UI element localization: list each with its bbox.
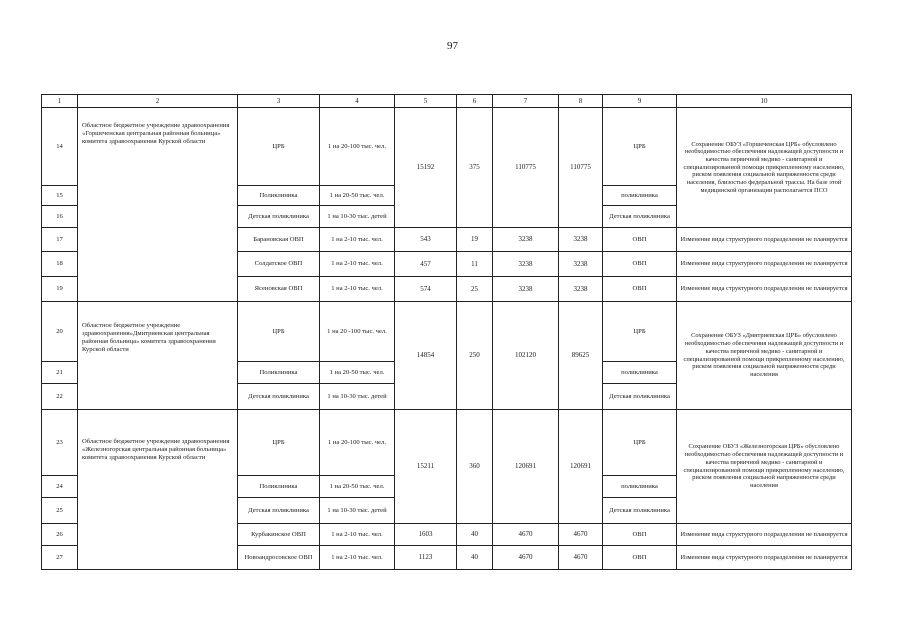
target-unit: ОВП bbox=[603, 277, 677, 302]
table-row bbox=[42, 108, 852, 186]
value-col5: 457 bbox=[395, 252, 457, 277]
row-number: 15 bbox=[42, 186, 78, 206]
value-col8: 3238 bbox=[559, 252, 603, 277]
organization-name: Областное бюджетное учреждение здравоохранения»Дмитриевская центральная районная больница» комитета здравоохранения Курской области bbox=[78, 302, 238, 410]
document-table bbox=[41, 94, 852, 570]
table-header-row bbox=[42, 95, 852, 108]
norm: 1 на 2-10 тыс. чел. bbox=[320, 524, 395, 546]
row-number: 26 bbox=[42, 524, 78, 546]
col-header: 7 bbox=[493, 95, 559, 108]
target-unit: ЦРБ bbox=[603, 302, 677, 362]
value-col7: 3238 bbox=[493, 277, 559, 302]
justification-note: Сохранение ОБУЗ «Горшеченская ЦРБ» обусловлено необходимостью обеспечения надлежащей доступности и качества первичной медико - санитарной и специализированной помощи прикрепленному населению, риском появления социальной напряженности среди населения, близостью федеральной трассы. На базе этой медицинской организации располагается ПСО bbox=[677, 108, 852, 228]
justification-note: Изменение вида структурного подразделения не планируется bbox=[677, 228, 852, 252]
value-col5: 543 bbox=[395, 228, 457, 252]
value-col6: 40 bbox=[457, 546, 493, 570]
target-unit: Детская поликлиника bbox=[603, 498, 677, 524]
row-number: 14 bbox=[42, 108, 78, 186]
norm: 1 на 20-50 тыс. чел. bbox=[320, 476, 395, 498]
target-unit: ЦРБ bbox=[603, 108, 677, 186]
unit-type: Детская поликлиника bbox=[238, 498, 320, 524]
norm: 1 на 20-100 тыс. чел. bbox=[320, 410, 395, 476]
target-unit: ОВП bbox=[603, 228, 677, 252]
value-col7: 4670 bbox=[493, 546, 559, 570]
col-header: 8 bbox=[559, 95, 603, 108]
unit-type: ЦРБ bbox=[238, 108, 320, 186]
col-header: 9 bbox=[603, 95, 677, 108]
unit-type: Детская поликлиника bbox=[238, 206, 320, 228]
row-number: 17 bbox=[42, 228, 78, 252]
justification-note: Сохранение ОБУЗ «Железногорская ЦРБ» обусловлено необходимостью обеспечения надлежащей доступности и качества первичной медико - санитарной и специализированной помощи прикрепленному населению, риском появления социальной напряженности среди населения bbox=[677, 410, 852, 524]
target-unit: Детская поликлиника bbox=[603, 206, 677, 228]
target-unit: ОВП bbox=[603, 546, 677, 570]
organization-name: Областное бюджетное учреждение здравоохранения «Горшеченская центральная районная больница» комитета здравоохранения Курской области bbox=[78, 108, 238, 302]
table-row bbox=[42, 302, 852, 362]
justification-note: Изменение вида структурного подразделения не планируется bbox=[677, 546, 852, 570]
value-col7: 110775 bbox=[493, 108, 559, 228]
value-col8: 120691 bbox=[559, 410, 603, 524]
value-col5: 1603 bbox=[395, 524, 457, 546]
norm: 1 на 20 -100 тыс. чел. bbox=[320, 302, 395, 362]
row-number: 21 bbox=[42, 362, 78, 384]
norm: 1 на 10-30 тыс. детей bbox=[320, 384, 395, 410]
unit-type: Детская поликлиника bbox=[238, 384, 320, 410]
norm: 1 на 2-10 тыс. чел. bbox=[320, 546, 395, 570]
value-col6: 375 bbox=[457, 108, 493, 228]
value-col6: 360 bbox=[457, 410, 493, 524]
value-col7: 3238 bbox=[493, 228, 559, 252]
col-header: 1 bbox=[42, 95, 78, 108]
row-number: 20 bbox=[42, 302, 78, 362]
justification-note: Сохранение ОБУЗ «Дмитриевская ЦРБ» обусловлено необходимостью обеспечения надлежащей доступности и качества первичной медико - санитарной и специализированной помощи прикрепленному населению, риском появления социальной напряженности среди населения bbox=[677, 302, 852, 410]
value-col8: 3238 bbox=[559, 228, 603, 252]
value-col7: 3238 bbox=[493, 252, 559, 277]
value-col5: 15211 bbox=[395, 410, 457, 524]
justification-note: Изменение вида структурного подразделения не планируется bbox=[677, 524, 852, 546]
row-number: 18 bbox=[42, 252, 78, 277]
unit-type: Ясеновская ОВП bbox=[238, 277, 320, 302]
unit-type: Поликлиника bbox=[238, 476, 320, 498]
row-number: 19 bbox=[42, 277, 78, 302]
value-col7: 120691 bbox=[493, 410, 559, 524]
value-col6: 40 bbox=[457, 524, 493, 546]
page-number: 97 bbox=[447, 40, 458, 52]
organization-name: Областное бюджетное учреждение здравоохранения «Железногорская центральная районная больница» комитета здравоохранения Курской области bbox=[78, 410, 238, 570]
justification-note: Изменение вида структурного подразделения не планируется bbox=[677, 277, 852, 302]
value-col8: 4670 bbox=[559, 524, 603, 546]
unit-type: Поликлиника bbox=[238, 186, 320, 206]
row-number: 24 bbox=[42, 476, 78, 498]
norm: 1 на 10-30 тыс. детей bbox=[320, 498, 395, 524]
value-col7: 4670 bbox=[493, 524, 559, 546]
norm: 1 на 20-50 тыс. чел. bbox=[320, 186, 395, 206]
row-number: 22 bbox=[42, 384, 78, 410]
value-col7: 102120 bbox=[493, 302, 559, 410]
row-number: 27 bbox=[42, 546, 78, 570]
col-header: 3 bbox=[238, 95, 320, 108]
value-col8: 3238 bbox=[559, 277, 603, 302]
norm: 1 на 2-10 тыс. чел. bbox=[320, 252, 395, 277]
unit-type: Курбакинское ОВП bbox=[238, 524, 320, 546]
target-unit: поликлиника bbox=[603, 476, 677, 498]
value-col6: 11 bbox=[457, 252, 493, 277]
value-col6: 19 bbox=[457, 228, 493, 252]
value-col6: 25 bbox=[457, 277, 493, 302]
table-row bbox=[42, 410, 852, 476]
value-col8: 4670 bbox=[559, 546, 603, 570]
target-unit: Детская поликлиника bbox=[603, 384, 677, 410]
target-unit: поликлиника bbox=[603, 186, 677, 206]
value-col5: 14854 bbox=[395, 302, 457, 410]
row-number: 25 bbox=[42, 498, 78, 524]
col-header: 5 bbox=[395, 95, 457, 108]
target-unit: ЦРБ bbox=[603, 410, 677, 476]
col-header: 4 bbox=[320, 95, 395, 108]
norm: 1 на 20-50 тыс. чел. bbox=[320, 362, 395, 384]
unit-type: ЦРБ bbox=[238, 302, 320, 362]
target-unit: ОВП bbox=[603, 524, 677, 546]
value-col8: 110775 bbox=[559, 108, 603, 228]
target-unit: ОВП bbox=[603, 252, 677, 277]
col-header: 10 bbox=[677, 95, 852, 108]
value-col6: 250 bbox=[457, 302, 493, 410]
col-header: 6 bbox=[457, 95, 493, 108]
value-col5: 574 bbox=[395, 277, 457, 302]
unit-type: Солдатское ОВП bbox=[238, 252, 320, 277]
unit-type: Барановская ОВП bbox=[238, 228, 320, 252]
norm: 1 на 10-30 тыс. детей bbox=[320, 206, 395, 228]
value-col5: 15192 bbox=[395, 108, 457, 228]
col-header: 2 bbox=[78, 95, 238, 108]
row-number: 16 bbox=[42, 206, 78, 228]
norm: 1 на 2-10 тыс. чел. bbox=[320, 228, 395, 252]
target-unit: поликлиника bbox=[603, 362, 677, 384]
unit-type: Новоандросовское ОВП bbox=[238, 546, 320, 570]
unit-type: ЦРБ bbox=[238, 410, 320, 476]
value-col8: 89625 bbox=[559, 302, 603, 410]
norm: 1 на 20-100 тыс. чел. bbox=[320, 108, 395, 186]
row-number: 23 bbox=[42, 410, 78, 476]
unit-type: Поликлиника bbox=[238, 362, 320, 384]
value-col5: 1123 bbox=[395, 546, 457, 570]
justification-note: Изменение вида структурного подразделения не планируется bbox=[677, 252, 852, 277]
norm: 1 на 2-10 тыс. чел. bbox=[320, 277, 395, 302]
